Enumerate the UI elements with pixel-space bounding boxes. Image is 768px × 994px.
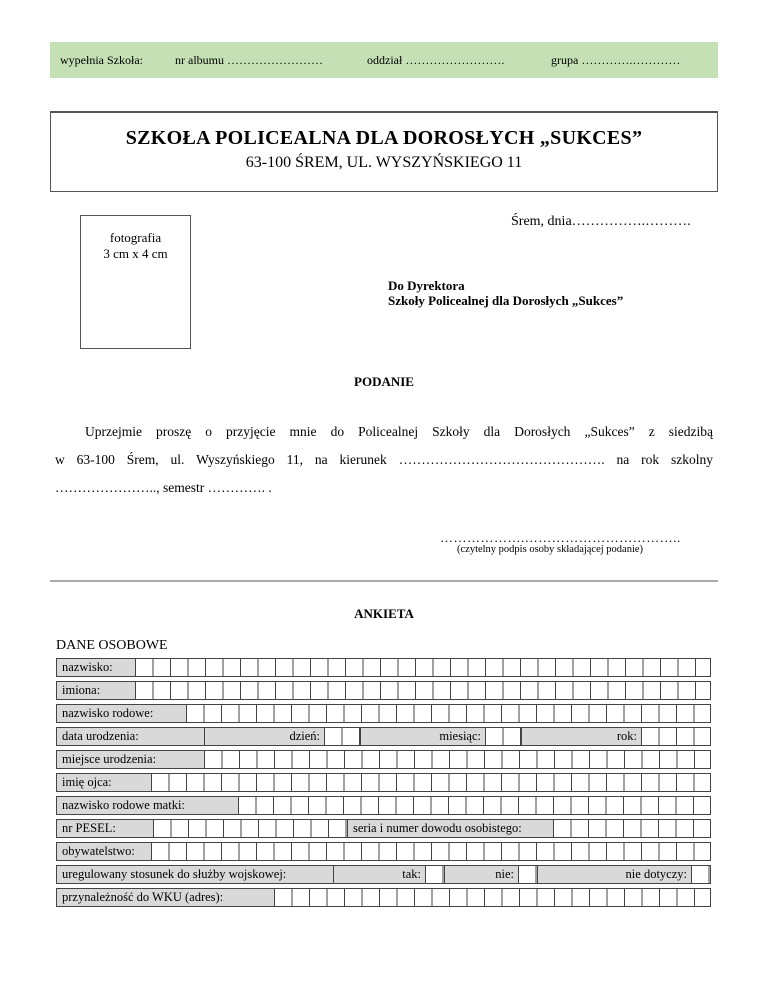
nazwisko-rodowe-matki-input-cells[interactable] <box>239 797 710 814</box>
podanie-title: PODANIE <box>354 374 414 389</box>
album-number-field[interactable]: nr albumu …………………… <box>175 53 323 67</box>
nie-dotyczy-checkbox[interactable] <box>692 866 710 883</box>
miesiac-input-cells[interactable] <box>486 728 521 745</box>
obywatelstwo-input-cells[interactable] <box>152 843 710 860</box>
wojsko-row <box>56 865 711 884</box>
miejsce-urodzenia-label: miejsce urodzenia: <box>57 751 205 768</box>
pesel-row <box>56 819 711 838</box>
imie-ojca-label: imię ojca: <box>57 774 152 791</box>
photo-size: 3 cm x 4 cm <box>103 246 168 261</box>
rok-label: rok: <box>521 728 642 745</box>
imie-ojca-row <box>56 773 711 792</box>
section-divider <box>50 580 718 582</box>
podanie-text-line-1: Uprzejmie proszę o przyjęcie mnie do Policealnej Szkoły dla Dorosłych „Sukces” z siedzibą <box>85 424 713 439</box>
miejsce-urodzenia-input-cells[interactable] <box>205 751 710 768</box>
date-line[interactable]: Śrem, dnia…………….………. <box>511 214 691 229</box>
wku-row <box>56 888 711 907</box>
recipient-line-2: Szkoły Policealnej dla Dorosłych „Sukces” <box>388 293 624 308</box>
imiona-label: imiona: <box>57 682 136 699</box>
wku-label: przynależność do WKU (adres): <box>57 889 275 906</box>
data-urodzenia-label: data urodzenia: <box>57 728 205 745</box>
podanie-text-line-3[interactable]: ………………….., semestr …………. . <box>55 480 272 495</box>
signature-line[interactable]: ……………….…………………………….. <box>440 530 681 545</box>
miejsce-urodzenia-row <box>56 750 711 769</box>
imiona-row <box>56 681 711 700</box>
nazwisko-rodowe-matki-row <box>56 796 711 815</box>
recipient-address <box>388 278 623 308</box>
nazwisko-rodowe-row <box>56 704 711 723</box>
grupa-field[interactable]: grupa ………….………… <box>551 53 681 67</box>
nazwisko-input-cells[interactable] <box>136 659 710 676</box>
school-name: SZKOŁA POLICEALNA DLA DOROSŁYCH „SUKCES” <box>125 127 643 149</box>
obywatelstwo-row <box>56 842 711 861</box>
data-urodzenia-row <box>56 727 711 746</box>
photo-box <box>80 215 191 349</box>
tak-checkbox[interactable] <box>426 866 444 883</box>
tak-label: tak: <box>334 866 426 883</box>
pesel-label: nr PESEL: <box>57 820 154 837</box>
miesiac-label: miesiąc: <box>360 728 486 745</box>
recipient-line-1: Do Dyrektora <box>388 278 465 293</box>
nazwisko-row <box>56 658 711 677</box>
nazwisko-label: nazwisko: <box>57 659 136 676</box>
school-header <box>50 111 718 192</box>
obywatelstwo-label: obywatelstwo: <box>57 843 152 860</box>
nie-label: nie: <box>444 866 519 883</box>
nie-checkbox[interactable] <box>519 866 537 883</box>
oddzial-field[interactable]: oddział ……………………. <box>367 53 505 67</box>
school-fill-label: wypełnia Szkoła: <box>60 53 143 67</box>
imiona-input-cells[interactable] <box>136 682 710 699</box>
dzien-label: dzień: <box>205 728 325 745</box>
signature-caption: (czytelny podpis osoby składającej podanie) <box>457 544 644 555</box>
personal-data-heading: DANE OSOBOWE <box>56 638 168 653</box>
dowod-label: seria i numer dowodu osobistego: <box>347 820 554 837</box>
nazwisko-rodowe-label: nazwisko rodowe: <box>57 705 187 722</box>
nie-dotyczy-label: nie dotyczy: <box>537 866 692 883</box>
dzien-input-cells[interactable] <box>325 728 360 745</box>
podanie-text-line-2[interactable]: w 63-100 Śrem, ul. Wyszyńskiego 11, na kierunek ………………………………………. na rok szkolny <box>55 452 713 467</box>
wojsko-label: uregulowany stosunek do służby wojskowej: <box>57 866 334 883</box>
imie-ojca-input-cells[interactable] <box>152 774 710 791</box>
school-address: 63-100 ŚREM, UL. WYSZYŃSKIEGO 11 <box>245 154 523 171</box>
nazwisko-rodowe-matki-label: nazwisko rodowe matki: <box>57 797 239 814</box>
nazwisko-rodowe-input-cells[interactable] <box>187 705 710 722</box>
wku-input-cells[interactable] <box>275 889 710 906</box>
photo-label: fotografia <box>109 230 162 245</box>
school-info-bar <box>50 42 718 78</box>
ankieta-title: ANKIETA <box>354 606 414 621</box>
rok-input-cells[interactable] <box>642 728 710 745</box>
pesel-input-cells[interactable] <box>154 820 347 837</box>
dowod-input-cells[interactable] <box>554 820 710 837</box>
